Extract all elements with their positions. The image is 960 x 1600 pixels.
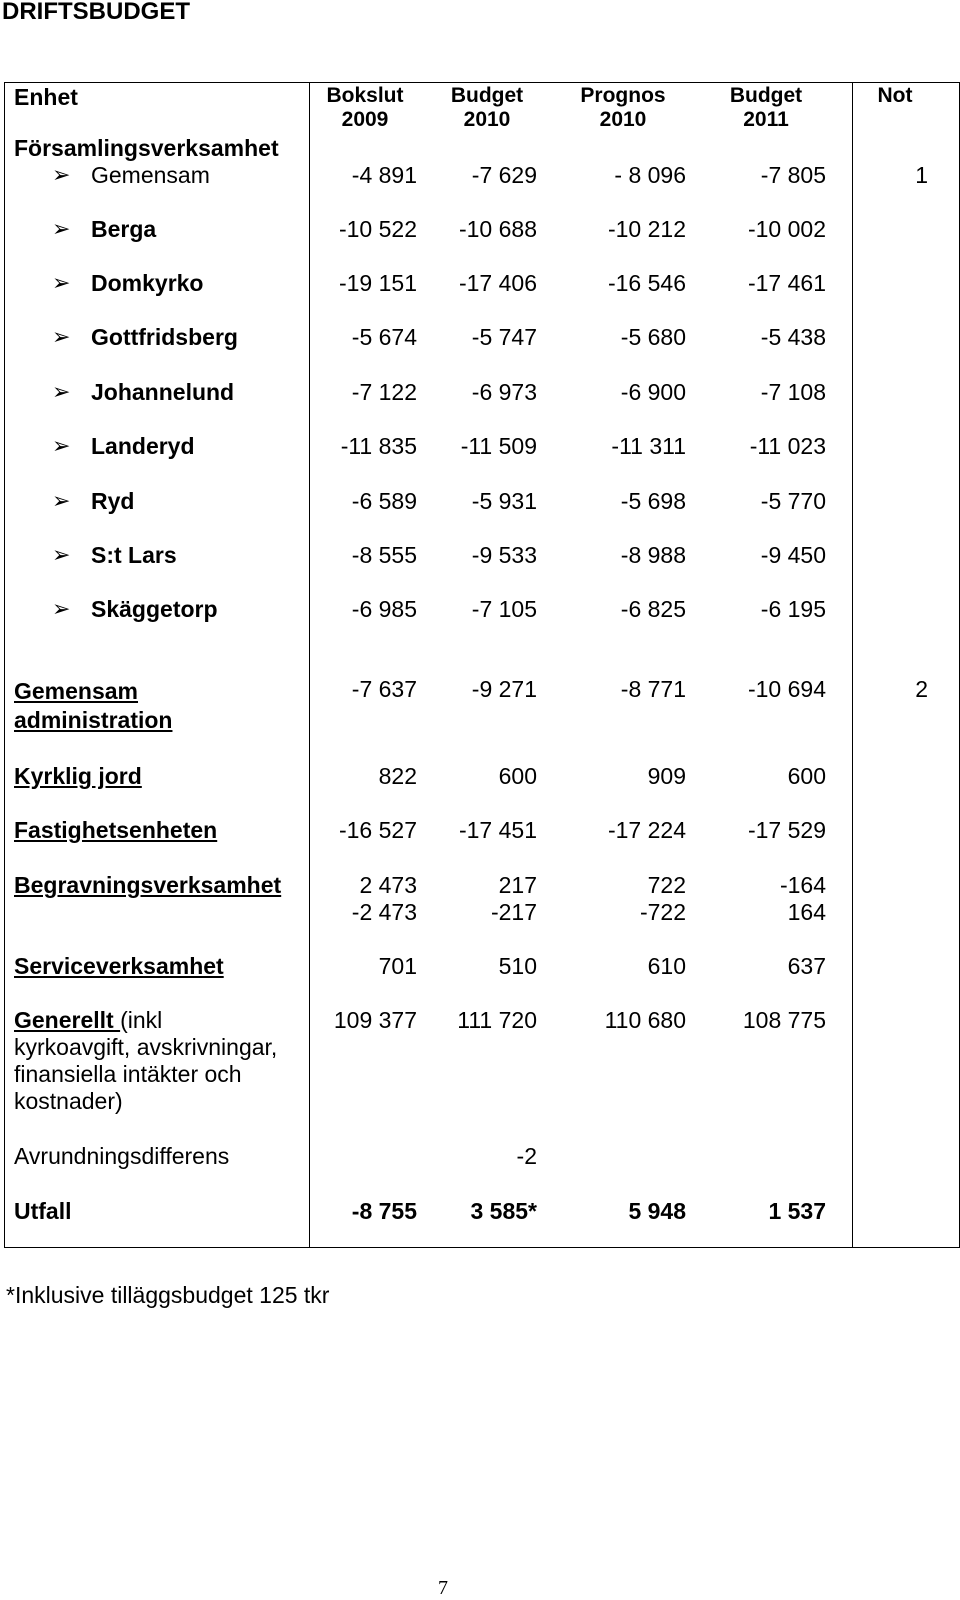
cell-budget-2011: 1 537 — [768, 1198, 826, 1224]
cell-budget-2011: -11 023 — [749, 433, 826, 459]
cell-budget-2010: -10 688 — [458, 216, 537, 242]
cell-bokslut-2009: -16 527 — [338, 817, 417, 843]
cell-prognos-2010: -10 212 — [607, 216, 686, 242]
cell-prognos-2010: - 8 096 — [614, 162, 686, 188]
cell-budget-2011: -9 450 — [760, 542, 826, 568]
cell-budget-2011: 637 — [787, 953, 826, 979]
cell-budget-2011: -5 770 — [760, 488, 826, 514]
cell-budget-2011: -17 461 — [747, 270, 826, 296]
section-label: Församlingsverksamhet — [14, 135, 279, 161]
cell-prognos-2010: -6 825 — [620, 596, 686, 622]
cell-budget-2010: -9 271 — [471, 676, 537, 702]
cell-bokslut-2009: -11 835 — [340, 433, 417, 459]
cell-budget-2010: 510 — [498, 953, 537, 979]
cell-bokslut-2009: 822 — [378, 763, 417, 789]
header-note: Not — [877, 84, 913, 107]
cell-note: 1 — [915, 162, 928, 188]
cell-prognos-2010: 722 — [647, 872, 686, 898]
cell-prognos-2010: -6 900 — [620, 379, 686, 405]
cell-prognos-2010-offset: -722 — [639, 899, 686, 925]
cell-bokslut-2009: -6 589 — [351, 488, 417, 514]
cell-prognos-2010: -5 698 — [620, 488, 686, 514]
cell-budget-2010: -7 105 — [471, 596, 537, 622]
cell-prognos-2010: -11 311 — [611, 433, 686, 459]
cell-budget-2011: -6 195 — [760, 596, 826, 622]
cell-budget-2010: -9 533 — [471, 542, 537, 568]
row-label-line2: administration — [14, 707, 173, 733]
cell-bokslut-2009: -4 891 — [351, 162, 417, 188]
cell-budget-2010-offset: -217 — [490, 899, 537, 925]
cell-budget-2011: -7 805 — [760, 162, 826, 188]
page-title: DRIFTSBUDGET — [2, 0, 190, 25]
row-label: Ryd — [91, 488, 135, 514]
cell-bokslut-2009: -19 151 — [338, 270, 417, 296]
cell-bokslut-2009: -8 555 — [351, 542, 417, 568]
cell-budget-2011: -164 — [779, 872, 826, 898]
row-label: Johannelund — [91, 379, 235, 405]
cell-budget-2011: -5 438 — [760, 324, 826, 350]
cell-budget-2010: 217 — [498, 872, 537, 898]
cell-note: 2 — [915, 676, 928, 702]
row-label-line2: kyrkoavgift, avskrivningar, — [14, 1034, 278, 1060]
cell-budget-2011: -10 694 — [747, 676, 826, 702]
arrow-bullet-icon: ➢ — [52, 379, 71, 404]
cell-budget-2011: 108 775 — [742, 1007, 826, 1033]
cell-budget-2011-offset: 164 — [787, 899, 826, 925]
cell-prognos-2010: -8 988 — [620, 542, 686, 568]
arrow-bullet-icon: ➢ — [52, 542, 71, 567]
cell-budget-2010: -6 973 — [471, 379, 537, 405]
cell-prognos-2010: -16 546 — [607, 270, 686, 296]
row-label: Utfall — [14, 1198, 72, 1224]
cell-bokslut-2009: 2 473 — [359, 872, 417, 898]
header-col-1: Budget 2010 — [450, 84, 524, 131]
cell-bokslut-2009: -8 755 — [351, 1198, 417, 1224]
header-col-3: Budget 2011 — [729, 84, 803, 131]
cell-budget-2010: -5 747 — [471, 324, 537, 350]
arrow-bullet-icon: ➢ — [52, 488, 71, 513]
cell-budget-2010: -2 — [516, 1143, 537, 1169]
footnote: *Inklusive tilläggsbudget 125 tkr — [6, 1282, 330, 1308]
cell-prognos-2010: -8 771 — [620, 676, 686, 702]
cell-prognos-2010: 110 680 — [604, 1007, 686, 1033]
header-col-2: Prognos 2010 — [580, 84, 666, 131]
note-column-frame — [852, 82, 960, 1248]
header-unit: Enhet — [14, 84, 78, 110]
cell-budget-2010: -17 451 — [458, 817, 537, 843]
row-label-line4: kostnader) — [14, 1088, 123, 1114]
cell-budget-2010: 600 — [498, 763, 537, 789]
row-label: Berga — [91, 216, 157, 242]
cell-budget-2011: -7 108 — [760, 379, 826, 405]
cell-prognos-2010: 909 — [647, 763, 686, 789]
row-label: S:t Lars — [91, 542, 177, 568]
cell-bokslut-2009-offset: -2 473 — [351, 899, 417, 925]
cell-budget-2011: 600 — [787, 763, 826, 789]
cell-budget-2011: -10 002 — [747, 216, 826, 242]
row-label: Gottfridsberg — [91, 324, 238, 350]
cell-budget-2010: -17 406 — [458, 270, 537, 296]
arrow-bullet-icon: ➢ — [52, 216, 71, 241]
cell-budget-2010: 3 585* — [470, 1198, 537, 1224]
row-label: Landeryd — [91, 433, 195, 459]
row-label: Avrundningsdifferens — [14, 1143, 230, 1169]
page-number: 7 — [438, 1577, 448, 1599]
cell-bokslut-2009: -6 985 — [351, 596, 417, 622]
row-label-line3: finansiella intäkter och — [14, 1061, 242, 1087]
values-column-frame — [309, 82, 853, 1248]
arrow-bullet-icon: ➢ — [52, 324, 71, 349]
cell-bokslut-2009: -7 637 — [351, 676, 417, 702]
arrow-bullet-icon: ➢ — [52, 596, 71, 621]
arrow-bullet-icon: ➢ — [52, 162, 71, 187]
cell-bokslut-2009: -5 674 — [351, 324, 417, 350]
header-col-0: Bokslut 2009 — [326, 84, 404, 131]
row-label: Begravningsverksamhet — [14, 872, 282, 898]
arrow-bullet-icon: ➢ — [52, 433, 71, 458]
cell-budget-2010: 111 720 — [457, 1007, 537, 1033]
row-label: Skäggetorp — [91, 596, 218, 622]
cell-bokslut-2009: 109 377 — [333, 1007, 417, 1033]
cell-budget-2010: -7 629 — [471, 162, 537, 188]
cell-prognos-2010: 610 — [647, 953, 686, 979]
arrow-bullet-icon: ➢ — [52, 270, 71, 295]
cell-prognos-2010: -17 224 — [607, 817, 686, 843]
row-label: Generellt (inkl — [14, 1007, 163, 1033]
cell-budget-2010: -5 931 — [471, 488, 537, 514]
row-label: Serviceverksamhet — [14, 953, 224, 979]
cell-prognos-2010: 5 948 — [628, 1198, 686, 1224]
row-label: Gemensam — [14, 678, 139, 704]
cell-budget-2011: -17 529 — [747, 817, 826, 843]
cell-prognos-2010: -5 680 — [620, 324, 686, 350]
row-label: Domkyrko — [91, 270, 204, 296]
cell-bokslut-2009: 701 — [378, 953, 417, 979]
cell-bokslut-2009: -7 122 — [351, 379, 417, 405]
row-label: Kyrklig jord — [14, 763, 142, 789]
row-label: Fastighetsenheten — [14, 817, 218, 843]
cell-bokslut-2009: -10 522 — [338, 216, 417, 242]
row-label: Gemensam — [91, 162, 210, 188]
cell-budget-2010: -11 509 — [460, 433, 537, 459]
